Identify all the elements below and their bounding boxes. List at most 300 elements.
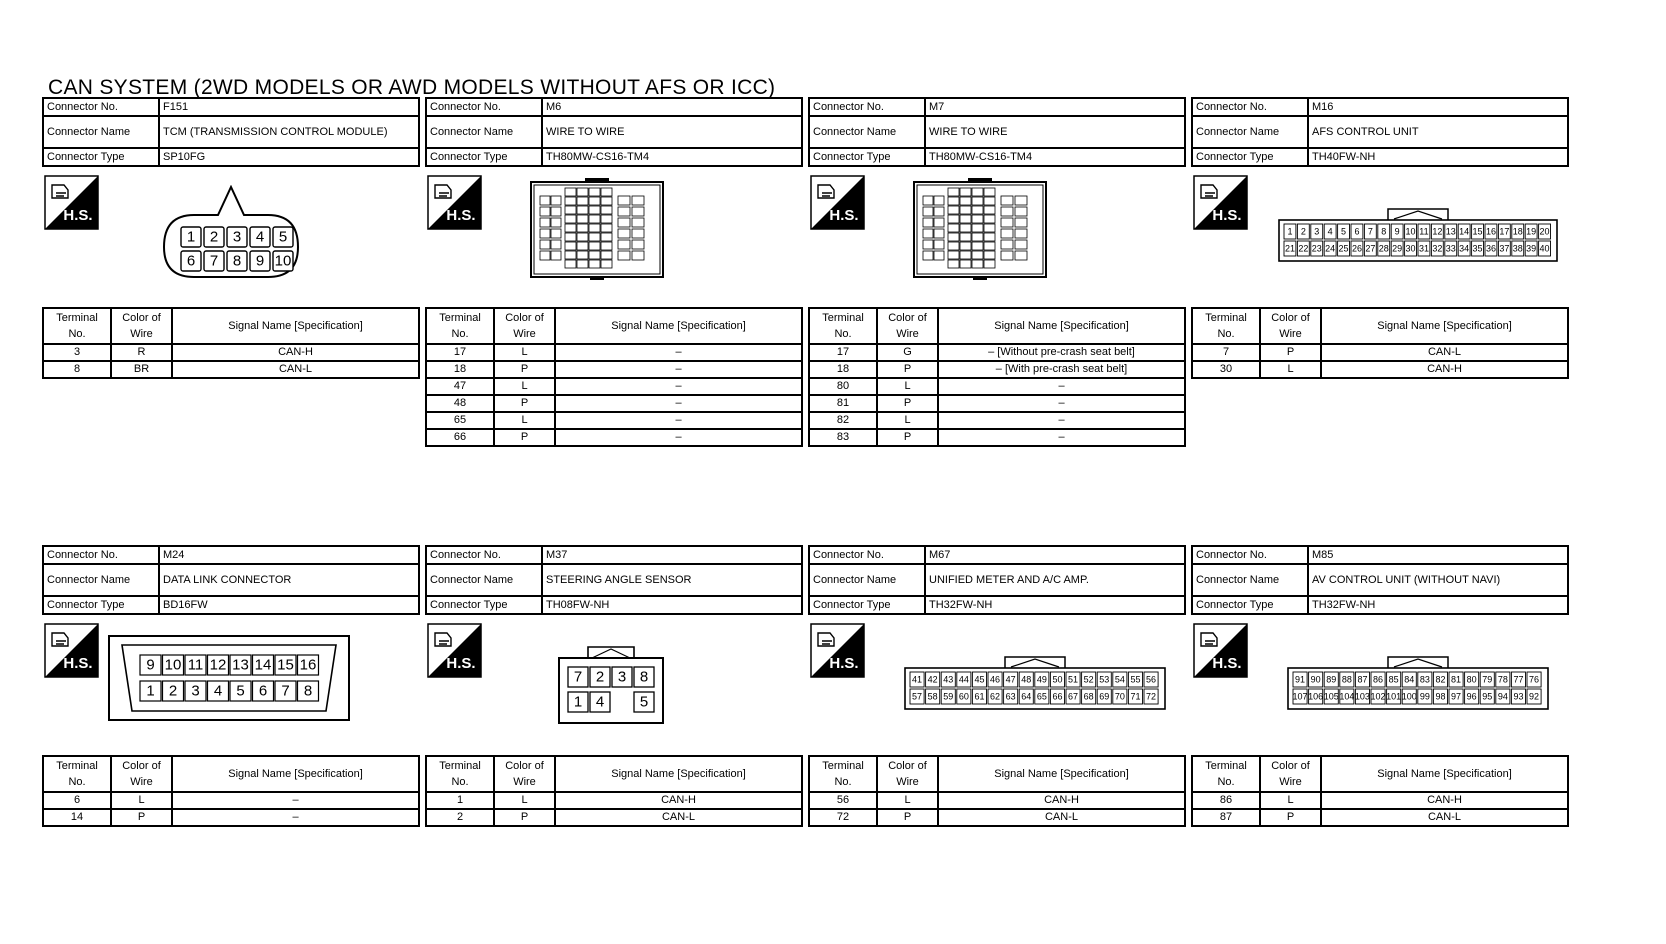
pin-number: 34 <box>1459 243 1470 254</box>
table-row <box>43 792 419 809</box>
pin-number: 54 <box>1114 674 1125 685</box>
signal-name-cell: CAN-H <box>555 792 802 809</box>
pin-number: 2 <box>595 668 605 686</box>
signal-name-header: Signal Name [Specification] <box>1321 756 1568 792</box>
connector-block <box>1191 545 1569 827</box>
connector-block <box>42 545 420 827</box>
color-of-wire-header: Color of Wire <box>877 756 938 792</box>
table-row <box>43 809 419 826</box>
pin-number: 107 <box>1292 691 1308 702</box>
terminal-no-cell: 8 <box>43 361 111 378</box>
connector-header-table <box>42 545 420 615</box>
pin-number: 49 <box>1036 674 1047 685</box>
connector-header-table <box>42 97 420 167</box>
connector-type-label: Connector Type <box>1192 596 1308 614</box>
wire-color-cell: L <box>1260 361 1321 378</box>
color-of-wire-header: Color of Wire <box>1260 756 1321 792</box>
pin-number: 5 <box>639 693 649 711</box>
signal-name-cell: – <box>555 378 802 395</box>
pin-number: 101 <box>1386 691 1402 702</box>
connector-type-value: SP10FG <box>159 148 419 166</box>
connector-name-label: Connector Name <box>43 116 159 148</box>
hs-badge-label: H.S. <box>1212 207 1242 224</box>
pin-number: 68 <box>1083 691 1094 702</box>
connector-no-value: M24 <box>159 546 419 564</box>
terminal-no-header: Terminal No. <box>1192 308 1260 344</box>
connector-no-value: M6 <box>542 98 802 116</box>
terminal-no-cell: 6 <box>43 792 111 809</box>
pin-number: 15 <box>277 656 294 674</box>
terminal-no-cell: 3 <box>43 344 111 361</box>
pin-number: 64 <box>1021 691 1032 702</box>
terminal-no-cell: 2 <box>426 809 494 826</box>
signal-name-cell: – <box>938 395 1185 412</box>
hs-badge-label: H.S. <box>446 207 476 224</box>
terminal-no-cell: 87 <box>1192 809 1260 826</box>
pin-number: 103 <box>1354 691 1370 702</box>
hs-badge-label: H.S. <box>1212 655 1242 672</box>
connector-type-label: Connector Type <box>809 596 925 614</box>
pin-number: 65 <box>1036 691 1047 702</box>
pin-number: 7 <box>1367 226 1373 237</box>
pin-number: 4 <box>255 228 265 246</box>
connector-face <box>913 178 1047 280</box>
pin-number: 35 <box>1472 243 1483 254</box>
signal-name-cell: – <box>555 412 802 429</box>
table-row <box>809 809 1185 826</box>
wire-color-cell: P <box>877 361 938 378</box>
hs-badge-label: H.S. <box>63 655 93 672</box>
pin-number: 7 <box>573 668 583 686</box>
pin-number: 29 <box>1392 243 1403 254</box>
signal-name-cell: CAN-L <box>1321 344 1568 361</box>
terminal-no-cell: 48 <box>426 395 494 412</box>
pin-number: 1 <box>573 693 583 711</box>
harness-side-icon <box>1193 175 1248 230</box>
connector-type-label: Connector Type <box>426 596 542 614</box>
terminal-no-header: Terminal No. <box>426 756 494 792</box>
pin-number: 71 <box>1130 691 1141 702</box>
pin-number: 13 <box>232 656 249 674</box>
connector-name-value: DATA LINK CONNECTOR <box>159 564 419 596</box>
table-row <box>426 378 802 395</box>
connector-no-value: M37 <box>542 546 802 564</box>
pin-number: 26 <box>1351 243 1362 254</box>
terminal-no-cell: 17 <box>426 344 494 361</box>
table-row <box>426 792 802 809</box>
terminal-table <box>425 755 803 827</box>
pin-number: 95 <box>1482 691 1493 702</box>
connector-no-value: F151 <box>159 98 419 116</box>
pin-number: 16 <box>1485 226 1496 237</box>
signal-name-header: Signal Name [Specification] <box>555 308 802 344</box>
connector-no-label: Connector No. <box>809 98 925 116</box>
color-of-wire-header: Color of Wire <box>494 756 555 792</box>
table-row <box>43 361 419 378</box>
connector-name-label: Connector Name <box>426 116 542 148</box>
pin-number: 94 <box>1497 691 1508 702</box>
pin-number: 3 <box>232 228 242 246</box>
pin-number: 19 <box>1526 226 1537 237</box>
signal-name-cell: – <box>555 395 802 412</box>
table-row <box>426 809 802 826</box>
connector-block <box>808 97 1186 447</box>
pin-number: 32 <box>1432 243 1443 254</box>
connector-name-value: WIRE TO WIRE <box>542 116 802 148</box>
harness-side-icon <box>1193 623 1248 678</box>
pin-number: 21 <box>1284 243 1295 254</box>
pin-number: 3 <box>1314 226 1320 237</box>
connector-type-value: TH80MW-CS16-TM4 <box>925 148 1185 166</box>
connector-face-area <box>808 167 1186 307</box>
pin-number: 37 <box>1499 243 1510 254</box>
connector-type-value: TH32FW-NH <box>1308 596 1568 614</box>
wire-color-cell: L <box>494 412 555 429</box>
connector-face-area <box>1191 615 1569 755</box>
connector-name-label: Connector Name <box>426 564 542 596</box>
pin-number: 18 <box>1512 226 1523 237</box>
pin-number: 1 <box>1287 226 1293 237</box>
pin-number: 99 <box>1419 691 1430 702</box>
terminal-no-cell: 80 <box>809 378 877 395</box>
pin-number: 2 <box>1300 226 1306 237</box>
pin-number: 6 <box>1354 226 1360 237</box>
terminal-no-cell: 1 <box>426 792 494 809</box>
connector-face <box>530 178 664 280</box>
pin-number: 12 <box>209 656 227 674</box>
terminal-no-cell: 17 <box>809 344 877 361</box>
connector-name-value: STEERING ANGLE SENSOR <box>542 564 802 596</box>
signal-name-cell: CAN-L <box>938 809 1185 826</box>
connector-name-value: AV CONTROL UNIT (WITHOUT NAVI) <box>1308 564 1568 596</box>
wire-color-cell: P <box>111 809 172 826</box>
connector-type-label: Connector Type <box>426 148 542 166</box>
pin-number: 88 <box>1341 674 1352 685</box>
signal-name-cell: – <box>938 412 1185 429</box>
pin-number: 96 <box>1466 691 1477 702</box>
signal-name-cell: – <box>555 344 802 361</box>
table-row <box>809 792 1185 809</box>
pin-number: 1 <box>186 228 196 246</box>
connector-header-table <box>808 97 1186 167</box>
signal-name-cell: – <box>938 429 1185 446</box>
terminal-no-cell: 14 <box>43 809 111 826</box>
table-row <box>426 361 802 378</box>
table-row <box>1192 792 1568 809</box>
pin-number: 83 <box>1419 674 1430 685</box>
signal-name-header: Signal Name [Specification] <box>1321 308 1568 344</box>
terminal-no-header: Terminal No. <box>1192 756 1260 792</box>
pin-number: 102 <box>1370 691 1386 702</box>
pin-number: 10 <box>1405 226 1416 237</box>
pin-number: 79 <box>1482 674 1493 685</box>
connector-type-value: TH32FW-NH <box>925 596 1185 614</box>
connector-no-value: M16 <box>1308 98 1568 116</box>
terminal-no-cell: 66 <box>426 429 494 446</box>
connector-no-label: Connector No. <box>426 546 542 564</box>
connector-face-area <box>42 167 420 307</box>
terminal-no-cell: 30 <box>1192 361 1260 378</box>
table-row <box>1192 809 1568 826</box>
pin-number: 8 <box>1381 226 1387 237</box>
harness-side-icon <box>44 623 99 678</box>
pin-number: 10 <box>164 656 182 674</box>
signal-name-cell: – <box>555 361 802 378</box>
pin-number: 13 <box>1445 226 1456 237</box>
pin-number: 72 <box>1146 691 1157 702</box>
pin-number: 9 <box>255 252 265 270</box>
connector-face-area <box>425 167 803 307</box>
pin-number: 85 <box>1388 674 1399 685</box>
connector-name-value: WIRE TO WIRE <box>925 116 1185 148</box>
pin-number: 5 <box>1341 226 1347 237</box>
connector-type-label: Connector Type <box>1192 148 1308 166</box>
wire-color-cell: P <box>494 429 555 446</box>
pin-number: 42 <box>927 674 938 685</box>
pin-number: 38 <box>1512 243 1523 254</box>
terminal-table <box>42 755 420 827</box>
pin-number: 66 <box>1052 691 1063 702</box>
pin-number: 8 <box>232 252 242 270</box>
harness-side-icon <box>427 175 482 230</box>
connector-type-label: Connector Type <box>43 148 159 166</box>
connector-type-value: TH08FW-NH <box>542 596 802 614</box>
wire-color-cell: P <box>877 395 938 412</box>
wire-color-cell: L <box>494 344 555 361</box>
pin-number: 30 <box>1405 243 1416 254</box>
connector-block <box>425 97 803 447</box>
pin-number: 3 <box>617 668 627 686</box>
connector-block <box>42 97 420 379</box>
signal-name-cell: CAN-H <box>938 792 1185 809</box>
pin-number: 81 <box>1451 674 1462 685</box>
table-row <box>809 395 1185 412</box>
connector-header-table <box>1191 545 1569 615</box>
harness-side-icon <box>810 175 865 230</box>
wire-color-cell: P <box>1260 344 1321 361</box>
table-row <box>426 395 802 412</box>
wire-color-cell: L <box>877 378 938 395</box>
terminal-no-cell: 18 <box>809 361 877 378</box>
pin-number: 2 <box>168 682 178 700</box>
connector-no-value: M7 <box>925 98 1185 116</box>
pin-number: 8 <box>639 668 649 686</box>
connector-no-label: Connector No. <box>1192 98 1308 116</box>
terminal-no-header: Terminal No. <box>809 308 877 344</box>
wire-color-cell: L <box>111 792 172 809</box>
wire-color-cell: P <box>494 361 555 378</box>
terminal-no-cell: 18 <box>426 361 494 378</box>
signal-name-header: Signal Name [Specification] <box>938 756 1185 792</box>
hs-badge-label: H.S. <box>829 207 859 224</box>
connector-no-label: Connector No. <box>43 98 159 116</box>
pin-number: 4 <box>213 682 223 700</box>
pin-number: 16 <box>299 656 317 674</box>
pin-number: 11 <box>187 656 204 674</box>
pin-number: 104 <box>1339 691 1355 702</box>
wire-color-cell: R <box>111 344 172 361</box>
terminal-no-cell: 81 <box>809 395 877 412</box>
pin-number: 24 <box>1325 243 1336 254</box>
pin-number: 48 <box>1021 674 1032 685</box>
pin-number: 77 <box>1513 674 1524 685</box>
signal-name-cell: – <box>555 429 802 446</box>
terminal-no-cell: 72 <box>809 809 877 826</box>
pin-number: 40 <box>1539 243 1550 254</box>
pin-number: 97 <box>1451 691 1462 702</box>
pin-number: 4 <box>1327 226 1333 237</box>
pin-number: 25 <box>1338 243 1349 254</box>
terminal-no-header: Terminal No. <box>426 308 494 344</box>
signal-name-cell: CAN-L <box>555 809 802 826</box>
terminal-no-cell: 83 <box>809 429 877 446</box>
connector-header-table <box>808 545 1186 615</box>
connector-face <box>1278 207 1558 263</box>
pin-number: 92 <box>1529 691 1540 702</box>
wire-color-cell: L <box>877 792 938 809</box>
pin-number: 39 <box>1526 243 1537 254</box>
pin-number: 15 <box>1472 226 1483 237</box>
pin-number: 14 <box>254 656 272 674</box>
terminal-no-cell: 7 <box>1192 344 1260 361</box>
connector-face-area <box>1191 167 1569 307</box>
pin-number: 33 <box>1445 243 1456 254</box>
pin-number: 80 <box>1466 674 1477 685</box>
pin-number: 69 <box>1099 691 1110 702</box>
signal-name-cell: CAN-H <box>1321 792 1568 809</box>
pin-number: 22 <box>1298 243 1309 254</box>
pin-number: 87 <box>1357 674 1368 685</box>
terminal-table <box>425 307 803 447</box>
connector-type-value: TH80MW-CS16-TM4 <box>542 148 802 166</box>
table-row <box>1192 344 1568 361</box>
terminal-no-header: Terminal No. <box>43 756 111 792</box>
connector-name-label: Connector Name <box>43 564 159 596</box>
terminal-no-cell: 86 <box>1192 792 1260 809</box>
connector-face <box>558 645 664 725</box>
pin-number: 5 <box>236 682 245 700</box>
wire-color-cell: BR <box>111 361 172 378</box>
pin-number: 106 <box>1308 691 1324 702</box>
signal-name-cell: – <box>172 809 419 826</box>
wire-color-cell: G <box>877 344 938 361</box>
wire-color-cell: L <box>1260 792 1321 809</box>
connector-type-label: Connector Type <box>809 148 925 166</box>
pin-number: 7 <box>281 682 290 700</box>
connector-type-label: Connector Type <box>43 596 159 614</box>
table-row <box>809 429 1185 446</box>
pin-number: 58 <box>927 691 938 702</box>
signal-name-cell: – <box>172 792 419 809</box>
pin-number: 61 <box>974 691 985 702</box>
pin-number: 60 <box>958 691 969 702</box>
signal-name-header: Signal Name [Specification] <box>172 756 419 792</box>
pin-number: 23 <box>1311 243 1322 254</box>
wire-color-cell: P <box>494 395 555 412</box>
table-row <box>426 429 802 446</box>
harness-side-icon <box>44 175 99 230</box>
pin-number: 105 <box>1323 691 1339 702</box>
hs-badge-label: H.S. <box>63 207 93 224</box>
pin-number: 93 <box>1513 691 1524 702</box>
connector-face <box>1287 655 1549 711</box>
table-row <box>426 412 802 429</box>
signal-name-header: Signal Name [Specification] <box>555 756 802 792</box>
connector-name-label: Connector Name <box>1192 564 1308 596</box>
connector-block <box>1191 97 1569 379</box>
pin-number: 43 <box>943 674 954 685</box>
signal-name-cell: CAN-L <box>1321 809 1568 826</box>
connector-name-value: AFS CONTROL UNIT <box>1308 116 1568 148</box>
connector-no-value: M85 <box>1308 546 1568 564</box>
pin-number: 45 <box>974 674 985 685</box>
pin-number: 10 <box>274 252 292 270</box>
pin-number: 57 <box>912 691 923 702</box>
color-of-wire-header: Color of Wire <box>494 308 555 344</box>
terminal-no-cell: 56 <box>809 792 877 809</box>
pin-number: 7 <box>209 252 219 270</box>
pin-number: 63 <box>1005 691 1016 702</box>
pin-number: 59 <box>943 691 954 702</box>
signal-name-cell: – [With pre-crash seat belt] <box>938 361 1185 378</box>
table-row <box>43 344 419 361</box>
table-row <box>1192 361 1568 378</box>
connector-header-table <box>425 97 803 167</box>
pin-number: 100 <box>1401 691 1417 702</box>
connector-face-area <box>808 615 1186 755</box>
pin-number: 51 <box>1068 674 1079 685</box>
terminal-table <box>42 307 420 379</box>
connector-face-area <box>425 615 803 755</box>
signal-name-cell: – [Without pre-crash seat belt] <box>938 344 1185 361</box>
terminal-table <box>808 755 1186 827</box>
pin-number: 98 <box>1435 691 1446 702</box>
pin-number: 9 <box>1394 226 1400 237</box>
page-title: CAN SYSTEM (2WD MODELS OR AWD MODELS WITHOUT AFS OR ICC) <box>48 76 776 99</box>
pin-number: 36 <box>1485 243 1496 254</box>
connector-name-label: Connector Name <box>809 564 925 596</box>
signal-name-cell: CAN-L <box>172 361 419 378</box>
pin-number: 47 <box>1005 674 1016 685</box>
pin-number: 20 <box>1539 226 1550 237</box>
wire-color-cell: L <box>494 792 555 809</box>
pin-number: 28 <box>1378 243 1389 254</box>
pin-number: 67 <box>1068 691 1079 702</box>
connector-no-label: Connector No. <box>1192 546 1308 564</box>
connector-header-table <box>425 545 803 615</box>
connector-no-label: Connector No. <box>809 546 925 564</box>
pin-number: 89 <box>1326 674 1337 685</box>
terminal-no-cell: 82 <box>809 412 877 429</box>
wire-color-cell: L <box>877 412 938 429</box>
color-of-wire-header: Color of Wire <box>877 308 938 344</box>
connector-type-value: TH40FW-NH <box>1308 148 1568 166</box>
color-of-wire-header: Color of Wire <box>111 756 172 792</box>
pin-number: 78 <box>1497 674 1508 685</box>
connector-name-value: UNIFIED METER AND A/C AMP. <box>925 564 1185 596</box>
terminal-table <box>1191 307 1569 379</box>
table-row <box>809 344 1185 361</box>
pin-number: 3 <box>191 682 200 700</box>
pin-number: 11 <box>1419 226 1429 237</box>
connector-name-label: Connector Name <box>809 116 925 148</box>
connector-type-value: BD16FW <box>159 596 419 614</box>
signal-name-header: Signal Name [Specification] <box>172 308 419 344</box>
pin-number: 6 <box>258 682 268 700</box>
pin-number: 4 <box>595 693 605 711</box>
connector-name-value: TCM (TRANSMISSION CONTROL MODULE) <box>159 116 419 148</box>
connector-no-label: Connector No. <box>43 546 159 564</box>
